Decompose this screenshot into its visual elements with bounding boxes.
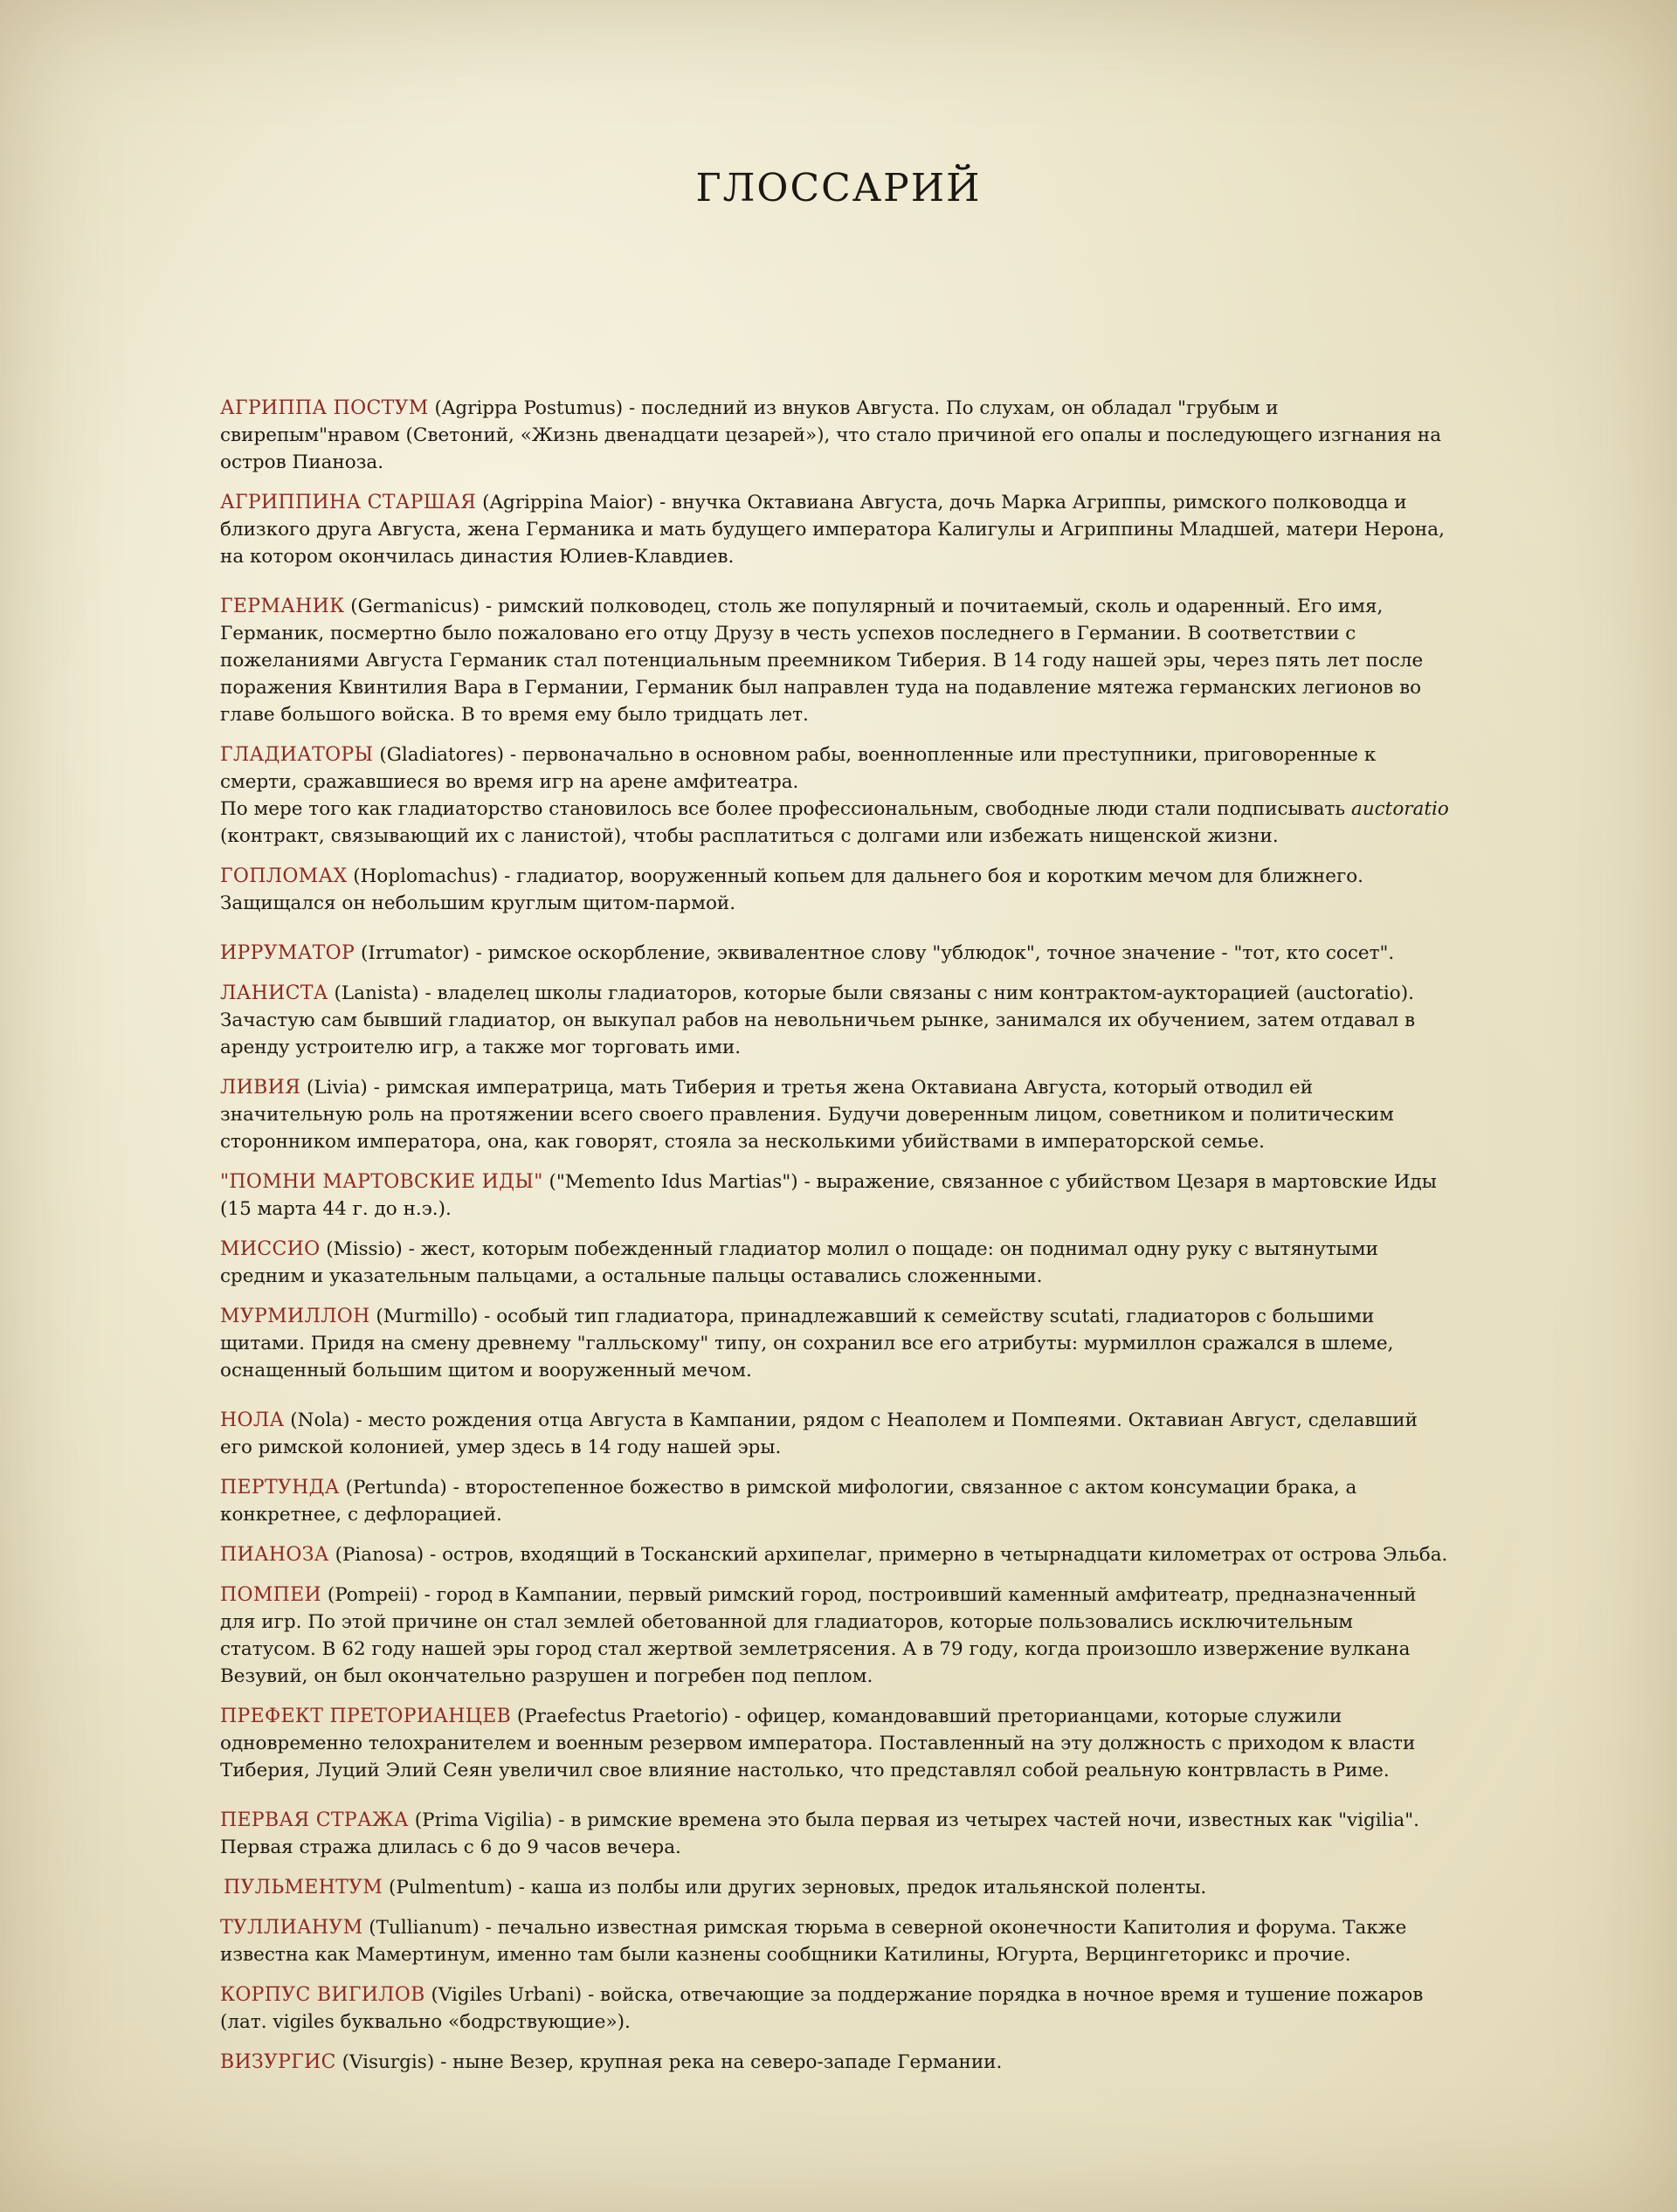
entry-latin: (Pertunda): [345, 1477, 447, 1499]
entry-description: - второстепенное божество в римской мифологии, связанное с актом консумации брака, а конкретнее, с дефлорацией.: [220, 1477, 1357, 1526]
glossary-entry-murmillo: [220, 1303, 1452, 1384]
entry-description: - место рождения отца Августа в Кампании, рядом с Неаполем и Помпеями. Октавиан Август, сделавший его римской колонией, умер здесь в 14 году нашей эры.: [220, 1409, 1418, 1458]
glossary-entry-lanista: [220, 980, 1452, 1061]
entry-latin: (Murmillo): [376, 1306, 479, 1327]
entry-term: АГРИППА ПОСТУМ: [220, 397, 429, 419]
entry-description-italic: auctoratio: [1350, 798, 1449, 820]
entry-description: - остров, входящий в Тосканский архипелаг, примерно в четырнадцати километрах от острова Эльба.: [424, 1544, 1448, 1566]
entry-description: - город в Кампании, первый римский город, построивший каменный амфитеатр, предназначенный для игр. По этой причине он стал землей обетованной для гладиаторов, которые пользовались исключительным статусом. В 62 году нашей эры город стал жертвой землетрясения. А в 79 году, когда произошло извержение вулкана Везувий, он был окончательно разрушен и погребен под пеплом.: [220, 1584, 1417, 1687]
entry-term: КОРПУС ВИГИЛОВ: [220, 1984, 425, 2006]
entry-term: ВИЗУРГИС: [220, 2051, 336, 2073]
entry-latin: (Pianosa): [335, 1544, 424, 1566]
entry-term: ПЕРВАЯ СТРАЖА: [220, 1809, 409, 1831]
entry-description: - владелец школы гладиаторов, которые были связаны с ним контрактом-аукторацией (auctoratio). Зачастую сам бывший гладиатор, он выкупал рабов на невольничьем рынке, занимался их обучением, затем отдавал в аренду устроителю игр, а также мог торговать ими.: [220, 982, 1416, 1058]
entry-description-continued: По мере того как гладиаторство становилось все более профессиональным, свободные люди стали подписывать: [220, 798, 1351, 820]
entry-description: - первоначально в основном рабы, военнопленные или преступники, приговоренные к смерти, сражавшиеся во время игр на арене амфитеатра.: [220, 744, 1377, 793]
glossary-entry-hoplomachus: [220, 863, 1452, 917]
entry-description: - офицер, командовавший преторианцами, которые служили одновременно телохранителем и военным резервом императора. Поставленный на эту должность с приходом к власти Тиберия, Луций Элий Сеян увеличил свое влияние настолько, что представлял собой реальную контрвласть в Риме.: [220, 1706, 1416, 1781]
entry-description: - римская императрица, мать Тиберия и третья жена Октавиана Августа, который отводил ей значительную роль на протяжении всего своего правления. Будучи доверенным лицом, советником и политическим сторонником императора, она, как говорят, стояла за несколькими убийствами в императорской семье.: [220, 1077, 1394, 1153]
entry-description: - в римские времена это была первая из четырех частей ночи, известных как "vigilia". Первая стража длилась с 6 до 9 часов вечера.: [220, 1809, 1419, 1858]
entry-term: МИССИО: [220, 1238, 321, 1260]
entry-latin: (Nola): [290, 1409, 350, 1431]
glossary-list: [220, 395, 1452, 2089]
glossary-entry-germanicus: [220, 593, 1452, 728]
glossary-entry-missio: [220, 1236, 1452, 1290]
entry-latin: (Hoplomachus): [353, 865, 499, 887]
entry-latin: (Pompeii): [327, 1584, 418, 1606]
entry-latin: (Vigiles Urbani): [431, 1984, 583, 2006]
entry-latin: (Livia): [307, 1077, 368, 1099]
entry-term: АГРИППИНА СТАРШАЯ: [220, 492, 477, 513]
glossary-entry-visurgis: [220, 2049, 1452, 2076]
entry-latin: ("Memento Idus Martias"): [549, 1171, 798, 1193]
entry-description: - выражение, связанное с убийством Цезаря в мартовские Иды (15 марта 44 г. до н.э.).: [220, 1171, 1437, 1220]
glossary-entry-pertunda: [220, 1474, 1452, 1528]
entry-description: - печально известная римская тюрьма в северной оконечности Капитолия и форума. Также известна как Мамертинум, именно там были казнены сообщники Катилины, Югурта, Верцингеторикс и прочие.: [220, 1917, 1407, 1966]
entry-term: ТУЛЛИАНУМ: [220, 1917, 363, 1939]
entry-term: ЛИВИЯ: [220, 1077, 301, 1099]
entry-term: ПИАНОЗА: [220, 1544, 329, 1566]
glossary-entry-praefectus-praetorio: [220, 1703, 1452, 1784]
glossary-entry-tullianum: [220, 1914, 1452, 1968]
entry-description: - римское оскорбление, эквивалентное слову "ублюдок", точное значение - "тот, кто сосет".: [469, 942, 1395, 964]
glossary-entry-pianosa: [220, 1541, 1452, 1568]
glossary-entry-nola: [220, 1407, 1452, 1461]
page-title: ГЛОССАРИЙ: [695, 166, 982, 210]
entry-latin: (Irrumator): [360, 942, 470, 964]
entry-description: - ныне Везер, крупная река на северо-западе Германии.: [434, 2051, 1003, 2073]
entry-latin: (Pulmentum): [388, 1877, 513, 1898]
entry-term: ПОМПЕИ: [220, 1584, 321, 1606]
entry-description: - каша из полбы или других зерновых, предок итальянской поленты.: [512, 1877, 1207, 1898]
glossary-entry-irrumator: [220, 940, 1452, 967]
glossary-entry-memento-idus-martias: [220, 1168, 1452, 1223]
entry-description: - жест, которым побежденный гладиатор молил о пощаде: он поднимал одну руку с вытянутыми средним и указательным пальцами, а остальные пальцы оставались сложенными.: [220, 1238, 1378, 1287]
entry-term: МУРМИЛЛОН: [220, 1306, 370, 1327]
glossary-entry-agrippina-maior: [220, 489, 1452, 570]
entry-term: ИРРУМАТОР: [220, 942, 355, 964]
entry-term: ГОПЛОМАХ: [220, 865, 348, 887]
entry-latin: (Visurgis): [342, 2051, 435, 2073]
entry-latin: (Lanista): [334, 982, 419, 1004]
glossary-entry-vigiles-urbani: [220, 1981, 1452, 2036]
glossary-entry-pulmentum: [220, 1874, 1452, 1901]
glossary-entry-prima-vigilia: [220, 1807, 1452, 1861]
entry-term: ПРЕФЕКТ ПРЕТОРИАНЦЕВ: [220, 1706, 512, 1727]
entry-latin: (Tullianum): [369, 1917, 480, 1939]
glossary-entry-agrippa-postumus: [220, 395, 1452, 476]
entry-latin: (Gladiatores): [379, 744, 505, 766]
entry-description: - гладиатор, вооруженный копьем для дальнего боя и коротким мечом для ближнего. Защищался он небольшим круглым щитом-пармой.: [220, 865, 1364, 914]
entry-latin: (Agrippina Maior): [482, 492, 654, 513]
glossary-entry-livia: [220, 1074, 1452, 1155]
entry-term: ПЕРТУНДА: [220, 1477, 340, 1499]
entry-description: - последний из внуков Августа. По слухам, он обладал "грубым и свирепым"нравом (Светоний, «Жизнь двенадцати цезарей»), что стало причиной его опалы и последующего изгнания на остров Пианоза.: [220, 397, 1442, 473]
entry-term: "ПОМНИ МАРТОВСКИЕ ИДЫ": [220, 1171, 543, 1193]
glossary-entry-gladiatores: [220, 741, 1452, 850]
entry-description: - римский полководец, столь же популярный и почитаемый, сколь и одаренный. Его имя, Германик, посмертно было пожаловано его отцу Друзу в честь успехов последнего в Германии. В соответствии с пожеланиями Августа Германик стал потенциальным преемником Тиберия. В 14 году нашей эры, через пять лет после поражения Квинтилия Вара в Германии, Германик был направлен туда на подавление мятежа германских легионов во главе большого войска. В то время ему было тридцать лет.: [220, 596, 1424, 726]
entry-description: - особый тип гладиатора, принадлежавший к семейству scutati, гладиаторов с большими щитами. Придя на смену древнему "галльскому" типу, он сохранил все его атрибуты: мурмиллон сражался в шлеме, оснащенный большим щитом и вооруженный мечом.: [220, 1306, 1394, 1382]
entry-description-continued-end: (контракт, связывающий их с ланистой), чтобы расплатиться с долгами или избежать нищенской жизни.: [220, 825, 1279, 847]
entry-latin: (Praefectus Praetorio): [516, 1706, 729, 1727]
entry-term: НОЛА: [220, 1409, 285, 1431]
entry-description: - войска, отвечающие за поддержание порядка в ночное время и тушение пожаров (лат. vigiles буквально «бодрствующие»).: [220, 1984, 1424, 2033]
entry-latin: (Agrippa Postumus): [434, 397, 624, 419]
glossary-entry-pompeii: [220, 1581, 1452, 1690]
entry-latin: (Missio): [326, 1238, 403, 1260]
entry-latin: (Prima Vigilia): [414, 1809, 553, 1831]
entry-term: ГЛАДИАТОРЫ: [220, 744, 374, 766]
entry-term: ЛАНИСТА: [220, 982, 328, 1004]
entry-term: ПУЛЬМЕНТУМ: [224, 1877, 383, 1898]
entry-latin: (Germanicus): [350, 596, 480, 617]
entry-term: ГЕРМАНИК: [220, 596, 345, 617]
entry-description: - внучка Октавиана Августа, дочь Марка Агриппы, римского полководца и близкого друга Августа, жена Германика и мать будущего императора Калигулы и Агриппины Младшей, матери Нерона, на котором окончилась династия Юлиев-Клавдиев.: [220, 492, 1445, 568]
